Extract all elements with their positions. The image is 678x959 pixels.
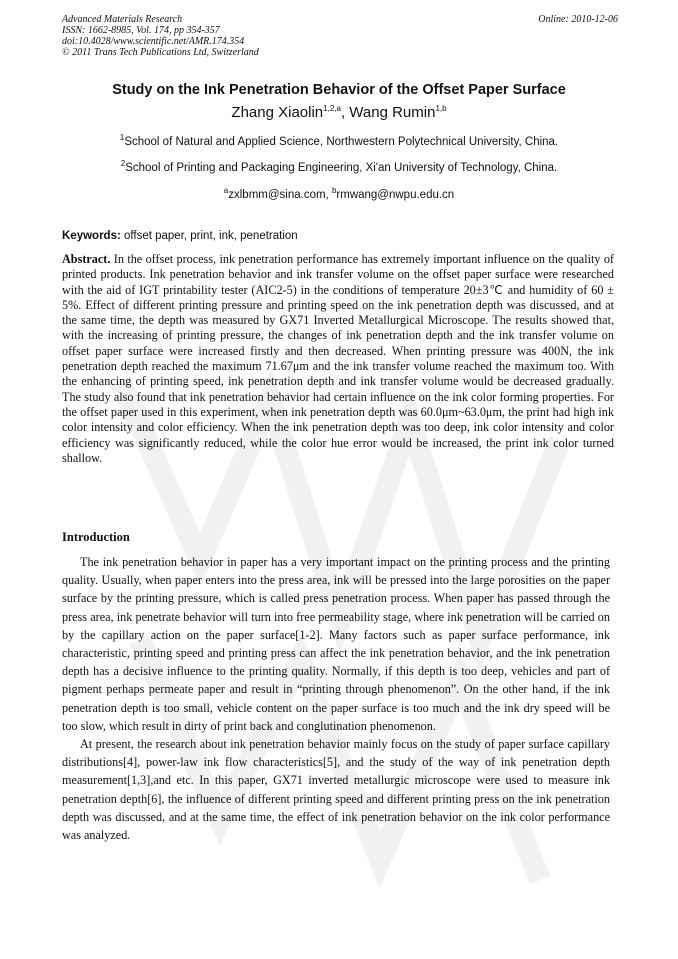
affiliation-marker: 2 [120, 159, 126, 169]
author-name: Zhang Xiaolin [231, 104, 324, 121]
keywords-label: Keywords: [62, 230, 121, 242]
email-marker: b [331, 186, 337, 196]
abstract-text: In the offset process, ink penetration performance has extremely important influence on the quality of printed products. Ink penetration behavior and ink transfer volume on the offset paper surface were researched with the aid of IGT printability tester (AIC2-5) in the conditions of temperature 20±3℃ and humidity of 60 ± 5%. Effect of different printing pressure and printing speed on the ink penetration depth was discussed, and at the same time, the depth was measured by GX71 Inverted Metallurgical Microscope. The results showed that, with the increasing of printing pressure, the changes of ink penetration depth and the ink transfer volume on offset paper surface were increased firstly and then decreased. When printing pressure was 400N, the ink penetration depth reached the maximum 71.67μm and the ink transfer volume reached the maximum too. With the enhancing of printing speed, ink penetration depth and ink transfer volume would be decreased gradually. The study also found that ink penetration behavior had certain influence on the ink color forming properties. For the offset paper used in this experiment, when ink penetration depth was 60.0μm~63.0μm, the print had high ink color intensity and color efficiency. When the ink penetration depth was too deep, ink color intensity and color efficiency was significantly reduced, while the color hue error would be increased, the print ink color turned shallow. [62, 252, 614, 465]
journal-header [62, 14, 618, 58]
paper-title: Study on the Ink Penetration Behavior of the Offset Paper Surface [112, 82, 566, 98]
author-affiliation-marker: 1,2,a [323, 104, 341, 113]
journal-copyright: © 2011 Trans Tech Publications Ltd, Switzerland [62, 47, 259, 58]
paragraph: The ink penetration behavior in paper has a very important impact on the printing process and the printing quality. Usually, when paper enters into the press area, ink will be pressed into the large porosities on the paper surface by the printing pressure, which is called press penetration process. When paper has passed through the press area, ink penetrate behavior will turn into free permeability stage, where ink penetration will be carried on by the capillary action on the paper surface[1-2]. Many factors such as paper surface performance, ink characteristic, printing speed and printing press can affect the ink penetration behavior, and the ink penetration depth has a decisive influence to the printing quality. Normally, if this depth is too deep, vehicles and part of pigment perhaps permeate paper and result in “printing through phenomenon”. On the other hand, if the ink penetration depth is too small, vehicle content on the paper surface is too much and the ink dry speed will be too slow, which result in dirty of print back and conglutination phenomenon. [62, 555, 610, 733]
online-date: Online: 2010-12-06 [538, 14, 618, 25]
section-heading-introduction: Introduction [62, 530, 130, 544]
abstract [62, 252, 614, 466]
journal-doi: doi:10.4028/www.scientific.net/AMR.174.354 [62, 36, 245, 47]
author-emails [40, 186, 638, 201]
author-name: Wang Rumin [349, 104, 436, 121]
abstract-label: Abstract. [62, 252, 111, 266]
email-marker: a [223, 186, 229, 196]
author-separator: , [340, 104, 350, 121]
author-line [40, 104, 638, 121]
introduction-body [62, 553, 610, 844]
affiliation-1 [40, 133, 638, 148]
affiliation-marker: 1 [119, 133, 125, 143]
paragraph: At present, the research about ink penetration behavior mainly focus on the study of paper surface capillary distributions[4], power-law ink flow characteristics[5], and the study of the way of ink penetration depth measurement[1,3],and etc. In this paper, GX71 inverted metallurgic microscope were used to measure ink penetration depth[6], the influence of different printing speed and different printing press on the ink penetration depth was discussed, and at the same time, the effect of ink penetration behavior on the ink color performance was analyzed. [62, 737, 610, 843]
journal-issn: ISSN: 1662-8985, Vol. 174, pp 354-357 [62, 25, 220, 36]
author-affiliation-marker: 1,b [435, 104, 447, 113]
journal-name: Advanced Materials Research [62, 14, 183, 25]
email-link[interactable]: zxlbmm@sina.com, [228, 189, 332, 201]
affiliation-text: School of Printing and Packaging Engineering, Xi'an University of Technology, China. [125, 162, 558, 174]
affiliation-text: School of Natural and Applied Science, Northwestern Polytechnical University, China. [124, 136, 559, 148]
email-link[interactable]: rmwang@nwpu.edu.cn [336, 189, 455, 201]
keywords [62, 230, 618, 242]
affiliation-2 [40, 159, 638, 174]
keywords-text: offset paper, print, ink, penetration [120, 230, 298, 242]
